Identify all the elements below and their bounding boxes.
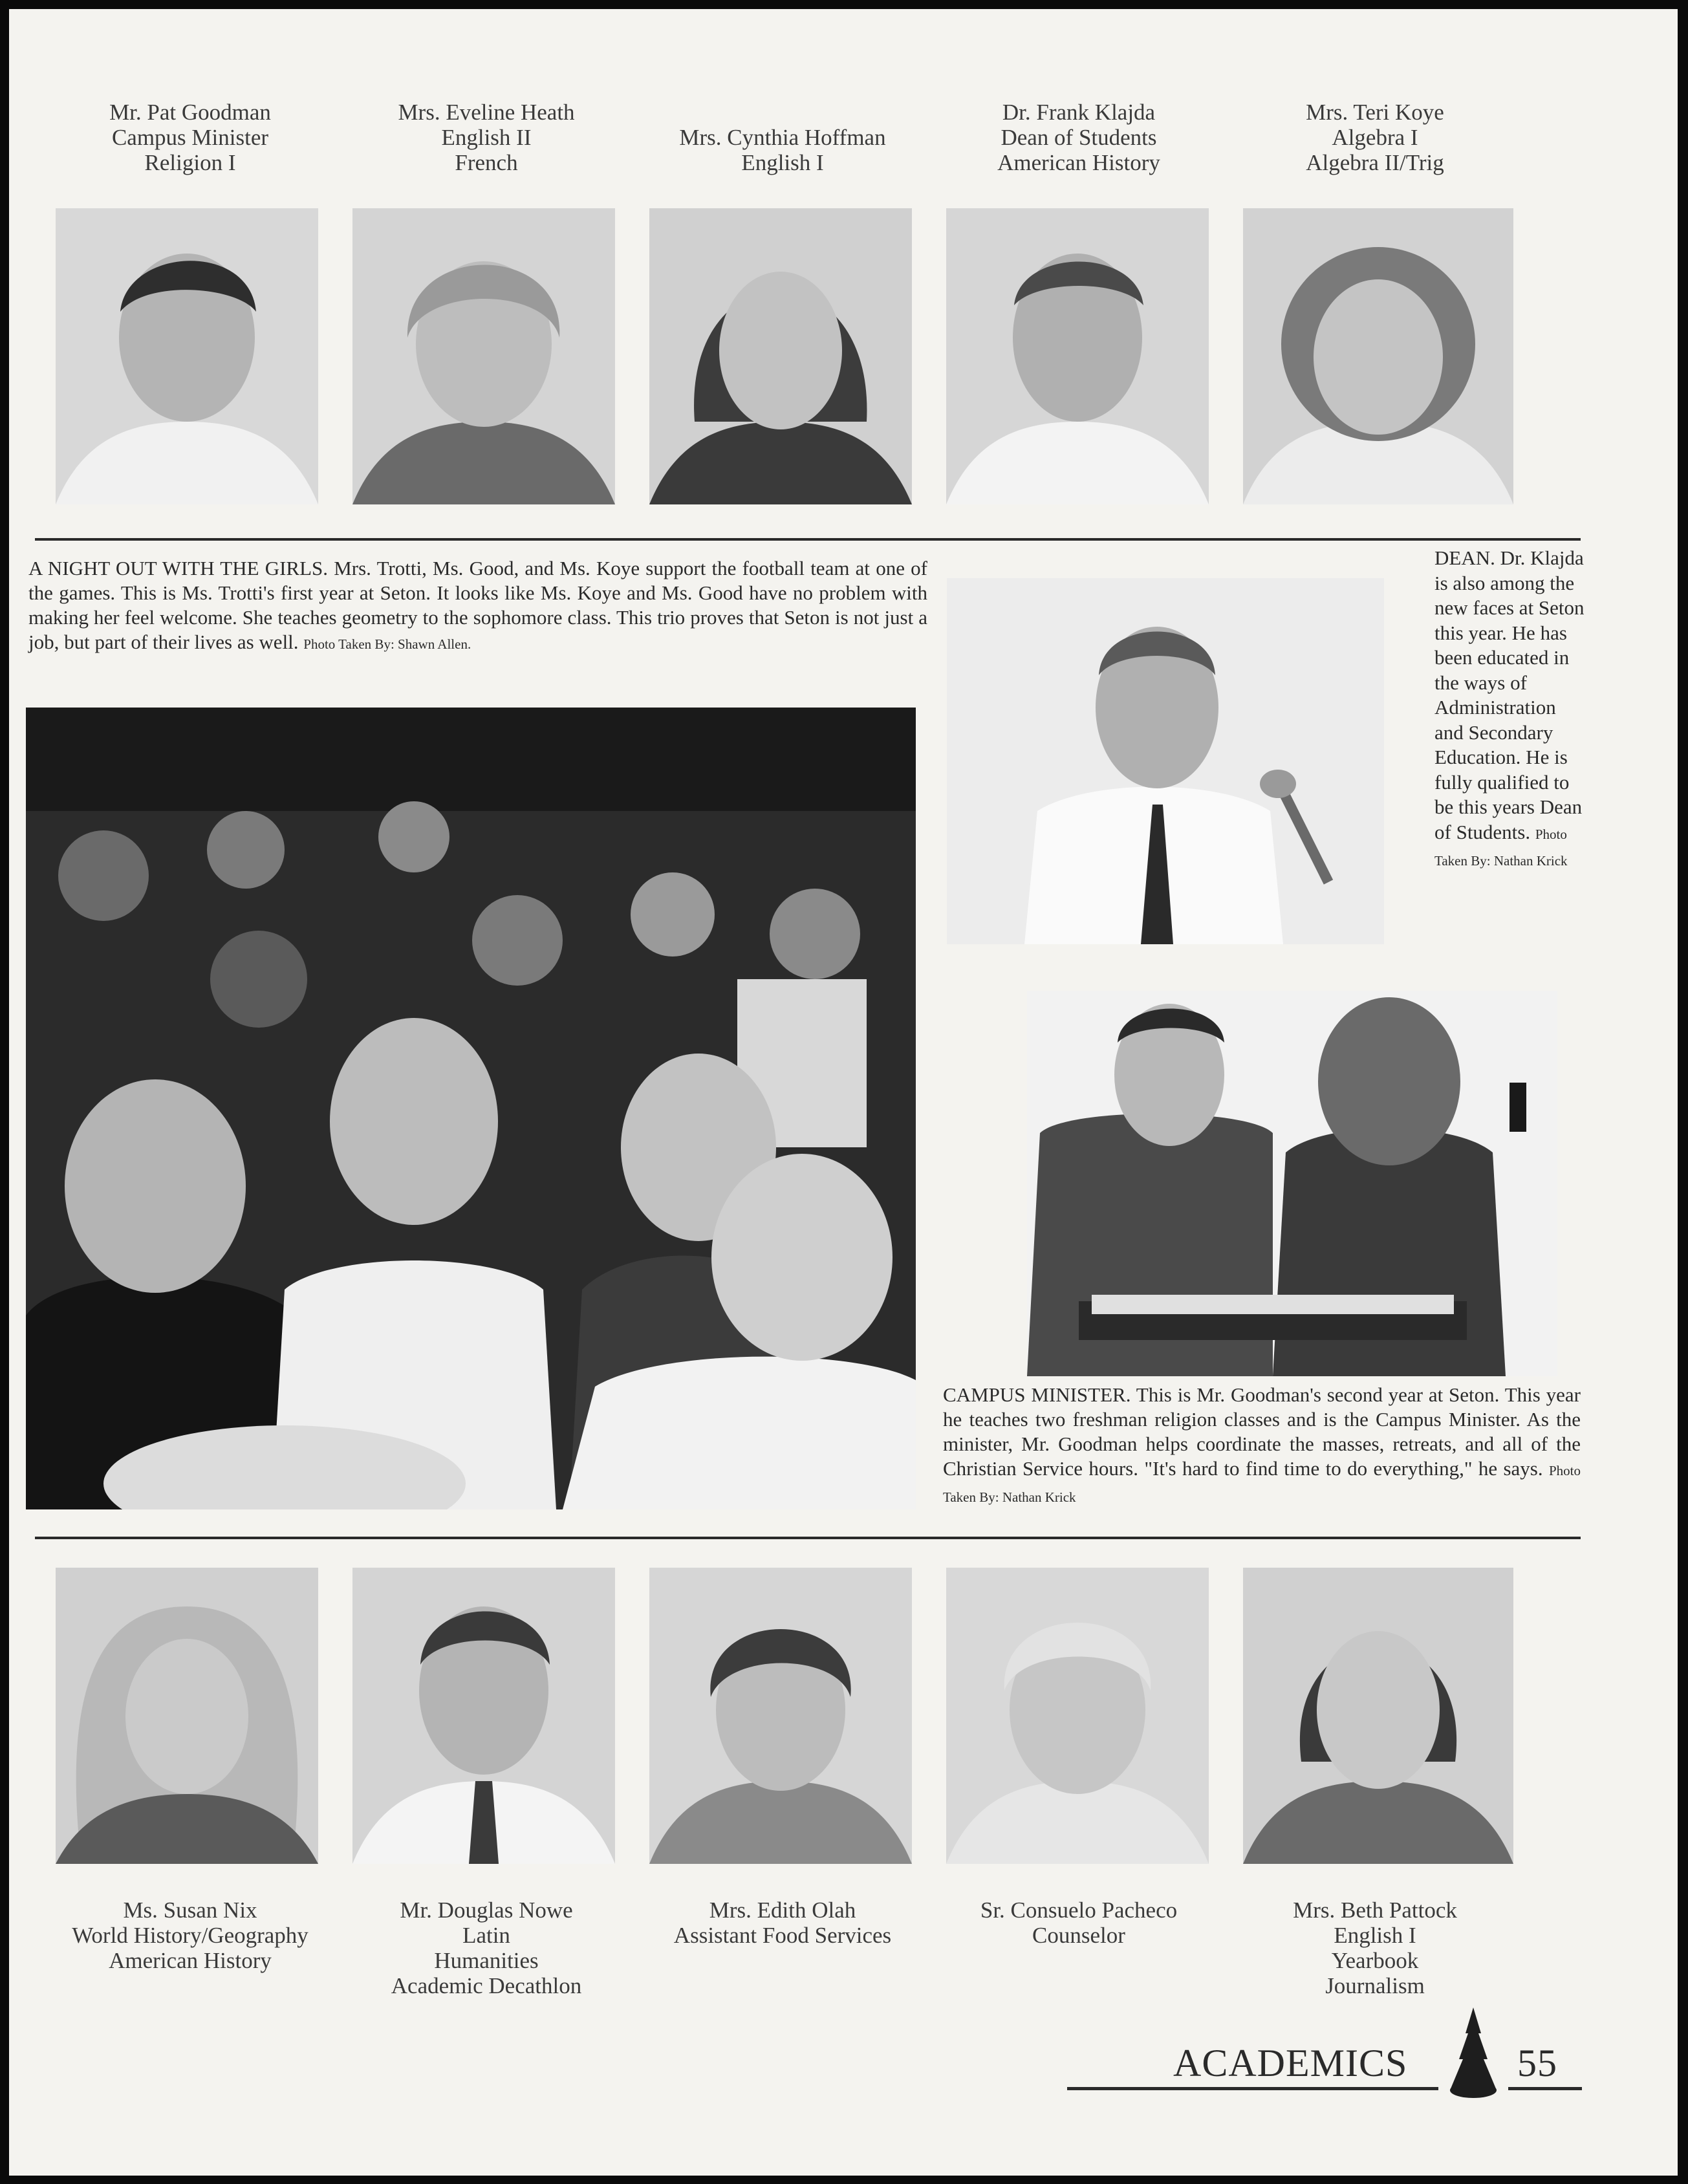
portrait-heath [352, 208, 615, 504]
footer-rule-left [1067, 2087, 1438, 2090]
bottom-divider [35, 1537, 1581, 1539]
dean-at-podium-photo [947, 578, 1384, 944]
portrait-goodman [56, 208, 318, 504]
portrait-koye [1243, 208, 1513, 504]
campus-minister-photo [1027, 991, 1557, 1376]
top-divider [35, 538, 1581, 541]
football-crowd-photo [26, 708, 916, 1509]
portrait-caption-heath: Mrs. Eveline Heath English II French [398, 100, 575, 175]
portrait-olah [649, 1568, 912, 1864]
portrait-nowe [352, 1568, 615, 1864]
portrait-pacheco [946, 1568, 1209, 1864]
portrait-caption-nowe: Mr. Douglas Nowe Latin Humanities Academic Decathlon [391, 1897, 582, 1998]
portrait-caption-klajda: Dr. Frank Klajda Dean of Students American History [997, 100, 1160, 175]
section-title: ACADEMICS [1173, 2042, 1408, 2084]
tree-icon [1447, 2007, 1499, 2098]
portrait-pattock [1243, 1568, 1513, 1864]
girls-photo-caption: A NIGHT OUT WITH THE GIRLS. Mrs. Trotti, Ms. Good, and Ms. Koye support the football team at one of the games. This is Ms. Trotti's first year at Seton. It looks like Ms. Koye and Ms. Good have no problem with making her feel welcome. She teaches geometry to the sophomore class. This trio proves that Seton is not just a job, but part of their lives as well. Photo Taken By: Shawn Allen. [28, 557, 927, 653]
portrait-caption-olah: Mrs. Edith Olah Assistant Food Services [673, 1897, 892, 1948]
portrait-klajda [946, 208, 1209, 504]
portrait-caption-pacheco: Sr. Consuelo Pacheco Counselor [980, 1897, 1178, 1948]
portrait-caption-koye: Mrs. Teri Koye Algebra I Algebra II/Trig [1306, 100, 1444, 175]
footer-rule-right [1508, 2087, 1582, 2090]
portrait-caption-goodman: Mr. Pat Goodman Campus Minister Religion I [109, 100, 271, 175]
portrait-nix [56, 1568, 318, 1864]
portrait-hoffman [649, 208, 912, 504]
portrait-caption-hoffman: Mrs. Cynthia Hoffman English I [679, 125, 886, 175]
portrait-caption-nix: Ms. Susan Nix World History/Geography American History [72, 1897, 308, 1973]
dean-photo-caption: DEAN. Dr. Klajda is also among the new faces at Seton this year. He has been educated in the ways of Administration and Secondary Education. He is fully qualified to be this years Dean of Students. Photo Taken By: Nathan Krick [1434, 546, 1585, 869]
page-number: 55 [1517, 2042, 1557, 2084]
yearbook-page [9, 9, 1678, 2176]
minister-photo-caption: CAMPUS MINISTER. This is Mr. Goodman's second year at Seton. This year he teaches two freshman religion classes and is the Campus Minister. As the minister, Mr. Goodman helps coordinate the masses, retreats, and all of the Christian Service hours. "It's hard to find time to do everything," he says. Photo Taken By: Nathan Krick [943, 1383, 1581, 1505]
portrait-caption-pattock: Mrs. Beth Pattock English I Yearbook Journalism [1293, 1897, 1457, 1998]
